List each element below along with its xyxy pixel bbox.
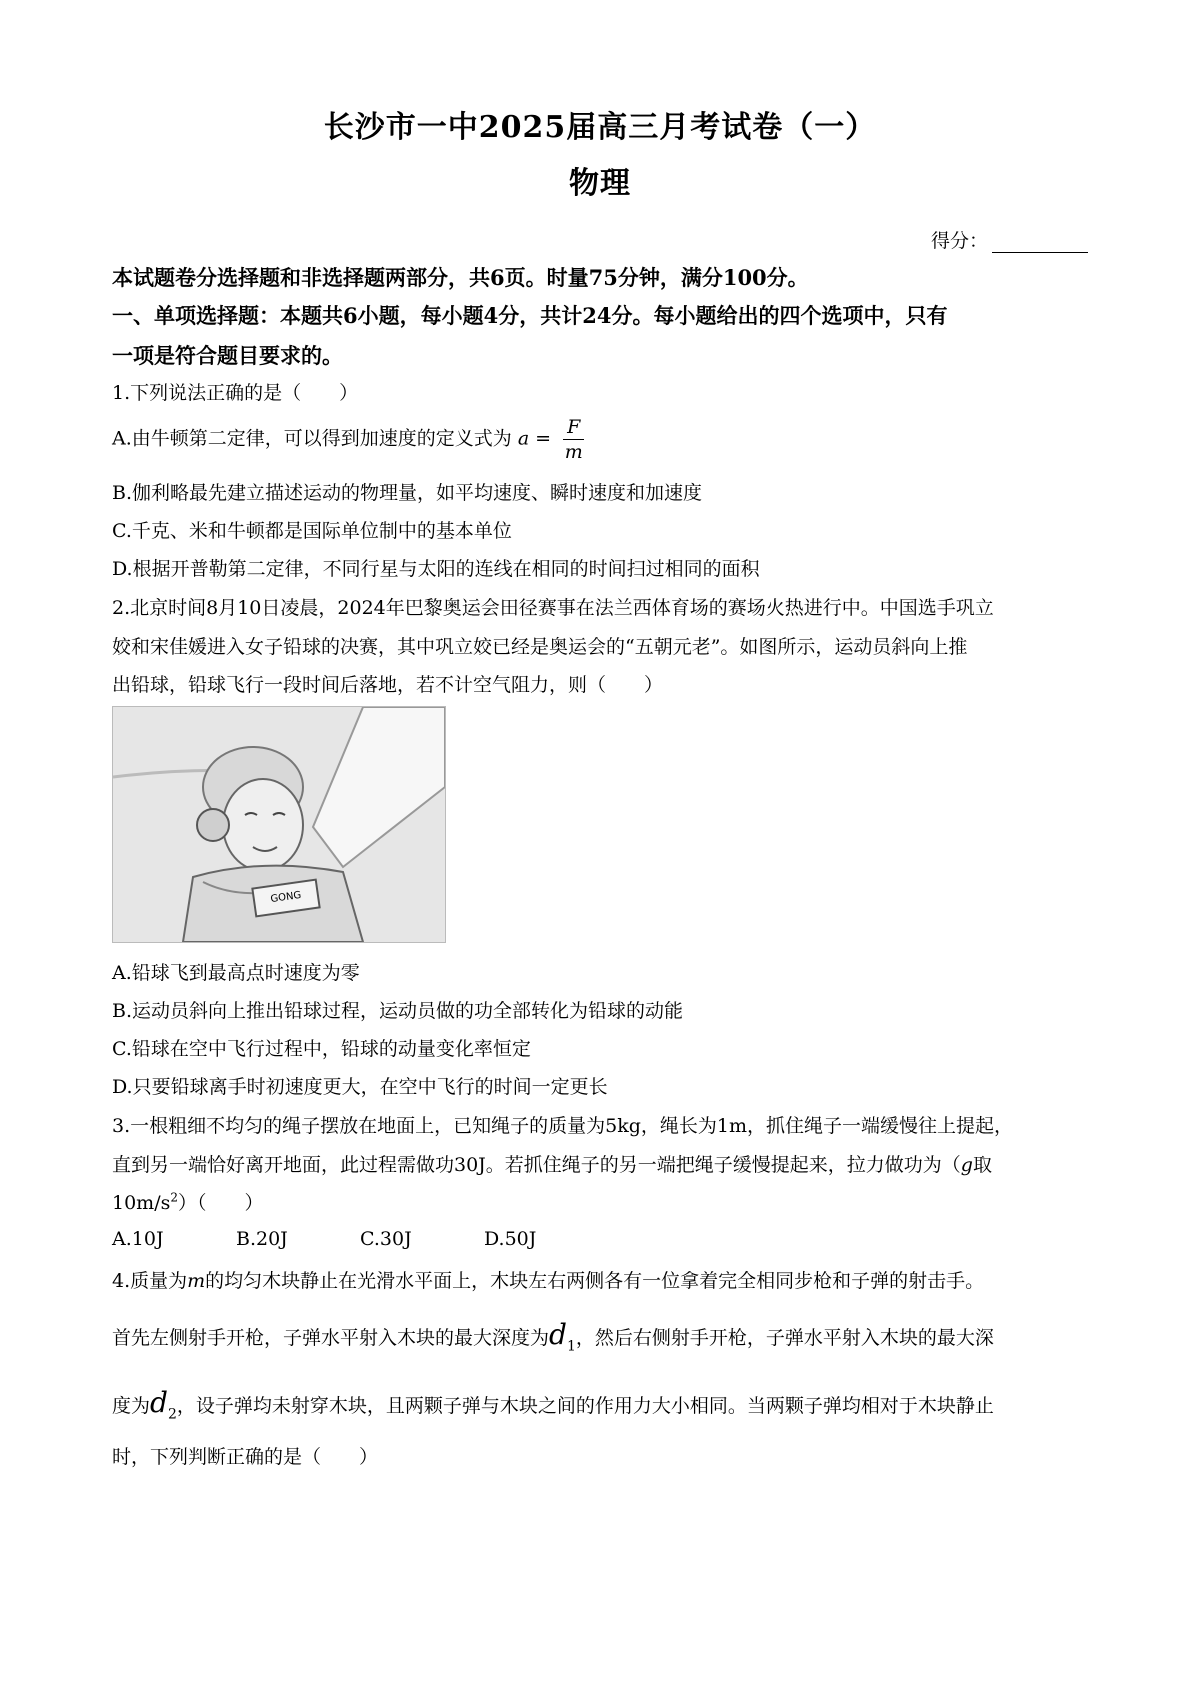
q4-stem-line2 — [112, 1318, 994, 1355]
q2-stem-line3: 出铅球，铅球飞行一段时间后落地，若不计空气阻力，则（ ） — [112, 674, 664, 696]
q1-formula-fraction — [563, 415, 584, 464]
q1-option-a — [112, 415, 584, 464]
q3-stem-line2-text: 直到另一端恰好离开地面，此过程需做功30J。若抓住绳子的另一端把绳子缓慢提起来，拉力做功为（ — [112, 1154, 961, 1176]
q4-stem-line4: 时，下列判断正确的是（ ） — [112, 1446, 379, 1468]
q3-stem-line2 — [112, 1150, 992, 1177]
subject-title: 物理 — [569, 166, 631, 201]
q3-gravity-exponent: 2 — [170, 1190, 178, 1205]
q4-line1-pre: 4.质量为 — [112, 1270, 188, 1292]
athlete-bib: GONG — [251, 879, 321, 918]
q1-option-b: B.伽利略最先建立描述运动的物理量，如平均速度、瞬时速度和加速度 — [112, 482, 703, 504]
q4-line2-pre: 首先左侧射手开枪，子弹水平射入木块的最大深度为 — [112, 1327, 550, 1349]
q2-option-d: D.只要铅球离手时初速度更大，在空中飞行的时间一定更长 — [112, 1076, 608, 1098]
q3-stem-line1: 3.一根粗细不均匀的绳子摆放在地面上，已知绳子的质量为5kg，绳长为1m，抓住绳子一端缓慢往上提起， — [112, 1115, 1013, 1137]
q1-stem: 1.下列说法正确的是（ ） — [112, 382, 359, 404]
q4-d1-subscript: 1 — [566, 1338, 576, 1355]
q3-options — [112, 1228, 608, 1250]
q3-stem-line2-tail: 取 — [972, 1154, 992, 1176]
q3-option-d: D.50J — [484, 1228, 537, 1250]
q4-line3-pre: 度为 — [112, 1395, 151, 1417]
section1-heading-line2: 一项是符合题目要求的。 — [112, 343, 343, 368]
q2-option-a: A.铅球飞到最高点时速度为零 — [112, 962, 360, 984]
q4-stem-line3 — [112, 1386, 994, 1423]
q4-mass-symbol: m — [187, 1270, 206, 1292]
q4-d1-letter: d — [549, 1318, 567, 1351]
q3-stem-line3-tail: ）（ ） — [178, 1192, 264, 1214]
q2-stem-line1: 2.北京时间8月10日凌晨，2024年巴黎奥运会田径赛事在法兰西体育场的赛场火热进行中。中国选手巩立 — [112, 597, 994, 619]
q4-d2-letter: d — [150, 1386, 168, 1419]
q2-option-c: C.铅球在空中飞行过程中，铅球的动量变化率恒定 — [112, 1038, 531, 1060]
q4-d2-symbol — [150, 1386, 177, 1423]
section1-heading-line1: 一、单项选择题：本题共6小题，每小题4分，共计24分。每小题给出的四个选项中，只有 — [112, 303, 948, 328]
shot-put-photo — [112, 706, 446, 943]
exam-intro: 本试题卷分选择题和非选择题两部分，共6页。时量75分钟，满分100分。 — [112, 265, 809, 290]
q3-gravity-symbol: g — [960, 1154, 973, 1176]
q1-formula-denominator: m — [564, 441, 583, 463]
q4-line2-post: ，然后右侧射手开枪，子弹水平射入木块的最大深 — [575, 1327, 994, 1349]
score-field — [931, 226, 1088, 253]
q1-option-c: C.千克、米和牛顿都是国际单位制中的基本单位 — [112, 520, 512, 542]
q2-stem-line2: 姣和宋佳媛进入女子铅球的决赛，其中巩立姣已经是奥运会的“五朝元老”。如图所示，运动员斜向上推 — [112, 636, 968, 658]
q4-line1-post: 的均匀木块静止在光滑水平面上，木块左右两侧各有一位拿着完全相同步枪和子弹的射击手。 — [205, 1270, 985, 1292]
q3-option-c: C.30J — [360, 1228, 412, 1250]
score-label: 得分： — [930, 230, 988, 252]
q1-formula-lhs: a = — [517, 427, 552, 450]
q4-d2-subscript: 2 — [167, 1406, 177, 1423]
q2-option-b: B.运动员斜向上推出铅球过程，运动员做的功全部转化为铅球的动能 — [112, 1000, 684, 1022]
q1-formula-numerator: F — [563, 415, 584, 440]
q4-line3-post: ，设子弹均未射穿木块，且两颗子弹与木块之间的作用力大小相同。当两颗子弹均相对于木块静止 — [176, 1395, 994, 1417]
q3-gravity-value: 10m/s — [112, 1192, 171, 1214]
score-blank[interactable] — [992, 234, 1088, 253]
q3-option-b: B.20J — [236, 1228, 288, 1250]
q1-option-a-text: A.由牛顿第二定律，可以得到加速度的定义式为 — [112, 427, 512, 450]
q3-option-a: A.10J — [112, 1228, 164, 1250]
q3-stem-line3 — [112, 1188, 264, 1215]
q4-stem-line1 — [112, 1266, 984, 1293]
q4-d1-symbol — [549, 1318, 576, 1355]
exam-title: 长沙市一中2025届高三月考试卷（一） — [323, 110, 877, 145]
q1-option-d: D.根据开普勒第二定律，不同行星与太阳的连线在相同的时间扫过相同的面积 — [112, 558, 760, 580]
